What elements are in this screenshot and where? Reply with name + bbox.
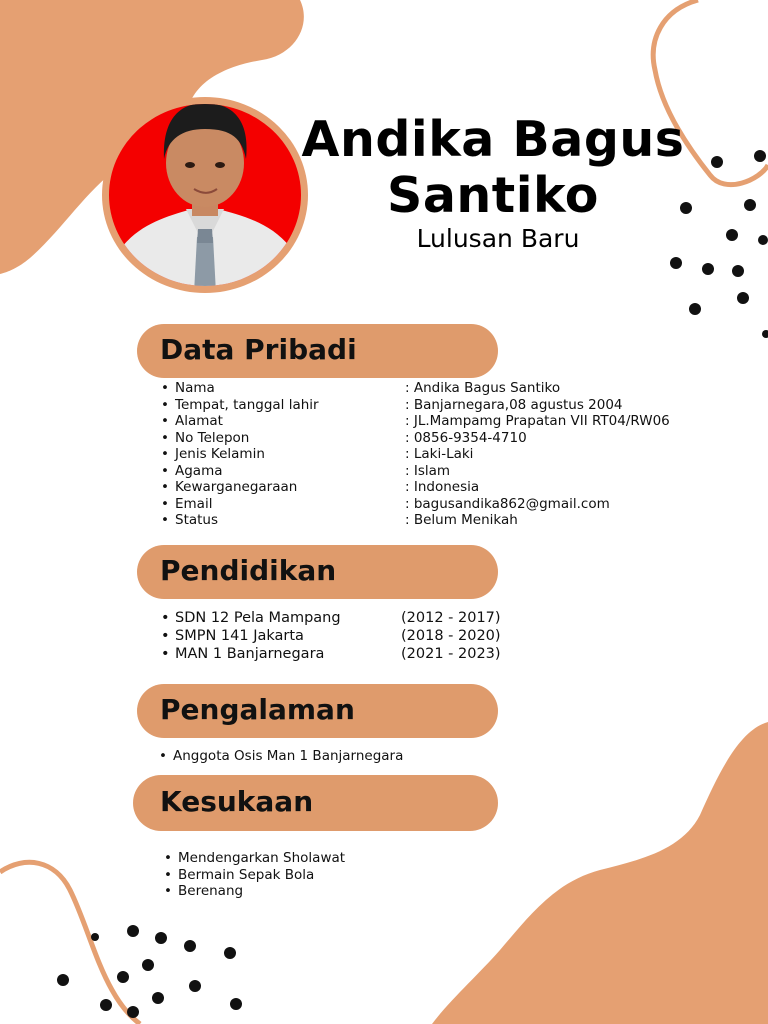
job-subtitle: Lulusan Baru (416, 224, 580, 253)
full-name (300, 112, 686, 224)
hobbies-list (178, 850, 345, 900)
list-item: • Mendengarkan Sholawat (178, 850, 345, 867)
list-item: • Anggota Osis Man 1 Banjarnegara (173, 748, 403, 765)
bottom-left-dots (57, 925, 242, 1018)
education-list (175, 609, 501, 663)
section-title-pengalaman: Pengalaman (160, 693, 355, 726)
name-line-2: Santiko (387, 167, 599, 224)
section-title-pendidikan: Pendidikan (160, 554, 337, 587)
list-item: • Bermain Sepak Bola (178, 867, 345, 884)
name-line-1: Andika Bagus (301, 111, 685, 168)
list-item: • SDN 12 Pela Mampang (2012 - 2017) (175, 609, 501, 627)
list-item: • Nama : Andika Bagus Santiko (175, 380, 670, 397)
list-item: • Email : bagusandika862@gmail.com (175, 496, 670, 513)
list-item: • Berenang (178, 883, 345, 900)
personal-data-list (175, 380, 670, 529)
list-item: • No Telepon : 0856-9354-4710 (175, 430, 670, 447)
list-item: • Agama : Islam (175, 463, 670, 480)
section-title-kesukaan: Kesukaan (160, 785, 314, 818)
list-item: • SMPN 141 Jakarta (2018 - 2020) (175, 627, 501, 645)
list-item: • Status : Belum Menikah (175, 512, 670, 529)
person-photo-icon (102, 97, 308, 293)
bottom-right-blob (432, 722, 768, 1024)
list-item: • Jenis Kelamin : Laki-Laki (175, 446, 670, 463)
list-item: • Kewarganegaraan : Indonesia (175, 479, 670, 496)
list-item: • Tempat, tanggal lahir : Banjarnegara,08 agustus 2004 (175, 397, 670, 414)
list-item: • Alamat : JL.Mampamg Prapatan VII RT04/RW06 (175, 413, 670, 430)
profile-photo (102, 97, 308, 293)
section-title-data-pribadi: Data Pribadi (160, 333, 357, 366)
bottom-left-line (0, 862, 140, 1024)
experience-list (173, 748, 403, 765)
list-item: • MAN 1 Banjarnegara (2021 - 2023) (175, 645, 501, 663)
